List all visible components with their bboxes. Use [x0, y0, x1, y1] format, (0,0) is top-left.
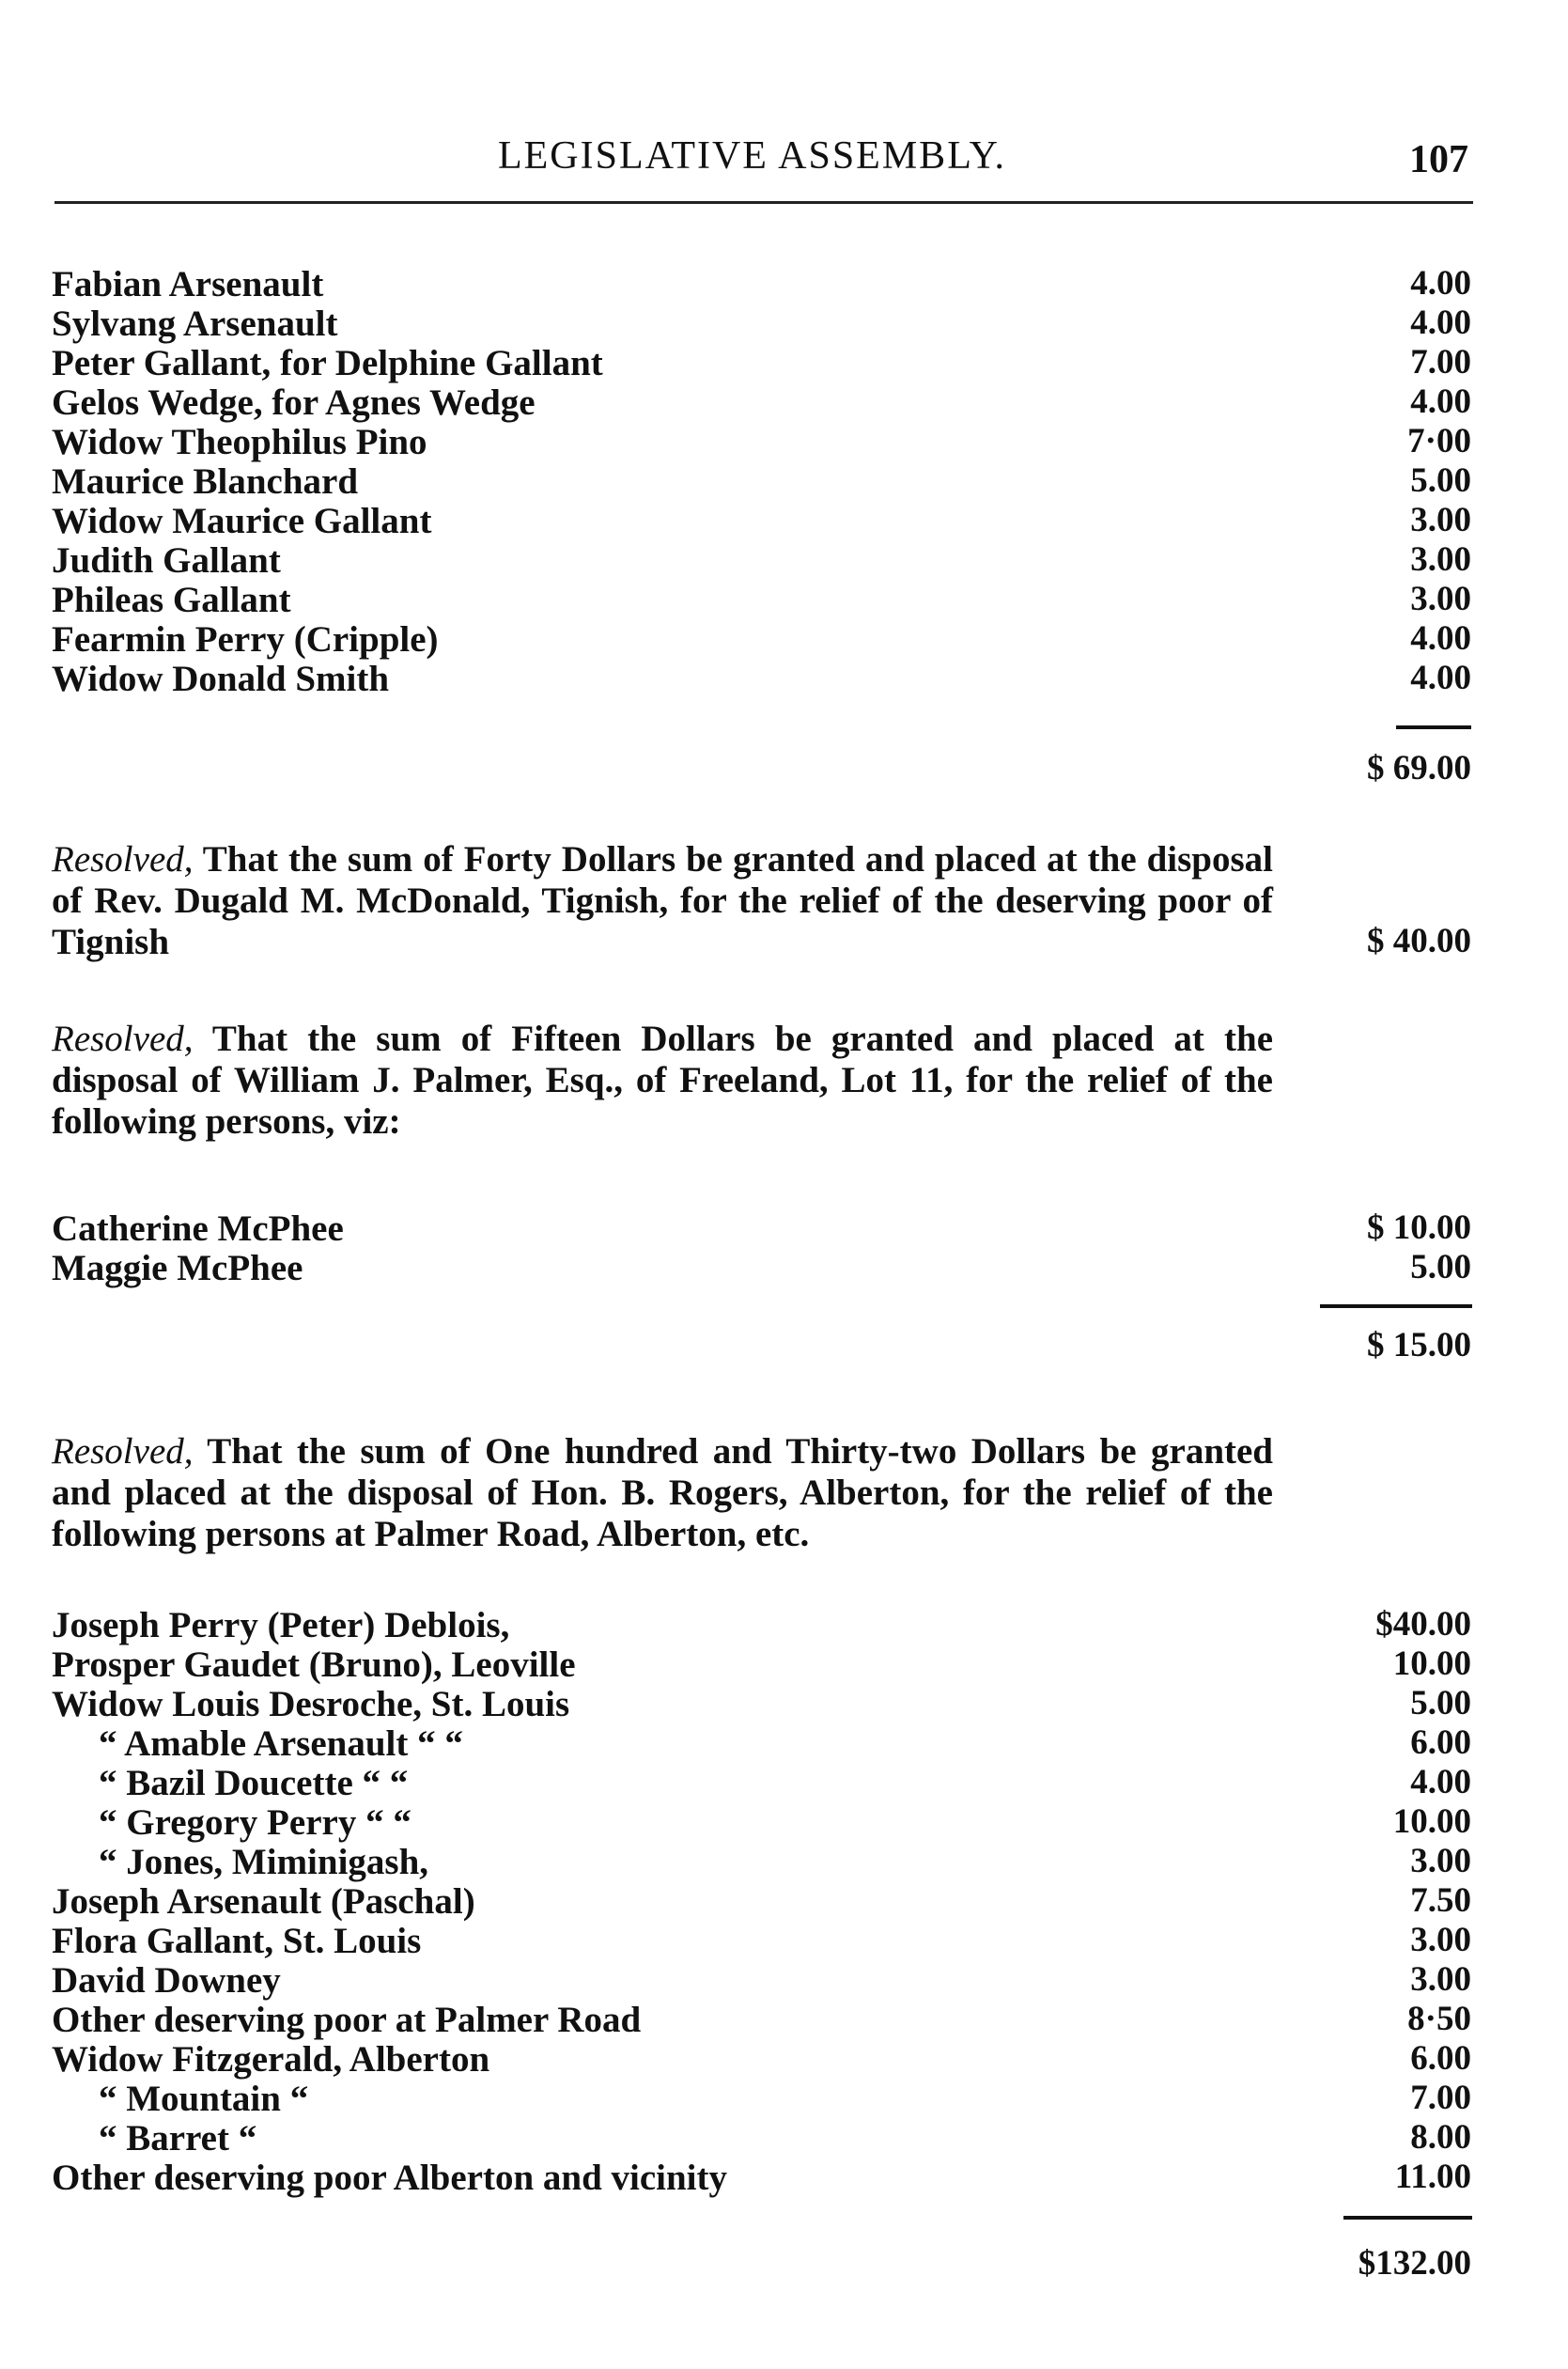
list-item — [0, 2157, 1568, 2198]
person-name: Judith Gallant — [52, 540, 281, 581]
list-item — [0, 1959, 1568, 2001]
list-item — [0, 1644, 1568, 1685]
amount: 5.00 — [1410, 1684, 1471, 1722]
amount: 7.00 — [1410, 343, 1471, 382]
resolution-paragraph — [52, 1431, 1273, 1555]
amount: 5.00 — [1410, 1248, 1471, 1286]
person-name: “ Mountain “ — [99, 2079, 309, 2119]
person-name: “ Barret “ — [99, 2118, 257, 2159]
amount: $ 10.00 — [1367, 1208, 1471, 1247]
amount: 4.00 — [1410, 264, 1471, 303]
person-name: Sylvang Arsenault — [52, 304, 338, 344]
sum-rule — [1396, 725, 1471, 729]
resolution4-total: $132.00 — [1358, 2244, 1471, 2283]
person-name: “ Jones, Miminigash, — [99, 1842, 429, 1882]
amount: 10.00 — [1392, 1644, 1471, 1683]
list-item — [0, 1920, 1568, 1961]
list-item — [0, 1762, 1568, 1803]
amount: 8.00 — [1410, 2118, 1471, 2157]
amount: 7.00 — [1410, 2079, 1471, 2117]
resolved-label: Resolved, — [52, 839, 194, 880]
header-rule — [54, 201, 1473, 204]
person-name: Gelos Wedge, for Agnes Wedge — [52, 382, 536, 423]
list-item — [0, 2038, 1568, 2080]
resolved-label: Resolved, — [52, 1431, 194, 1472]
list-item — [0, 1247, 1568, 1288]
resolved-label: Resolved, — [52, 1019, 194, 1059]
person-name: Joseph Perry (Peter) Deblois, — [52, 1605, 510, 1645]
section1-total: $ 69.00 — [1367, 749, 1471, 787]
amount: 11.00 — [1394, 2158, 1471, 2196]
amount: 6.00 — [1410, 2039, 1471, 2078]
person-name: Peter Gallant, for Delphine Gallant — [52, 343, 603, 383]
list-item — [0, 1999, 1568, 2040]
list-item — [0, 303, 1568, 344]
sum-rule — [1320, 1304, 1472, 1308]
person-name: Widow Donald Smith — [52, 659, 390, 699]
page-number: 107 — [1409, 138, 1468, 181]
amount: 7·00 — [1407, 422, 1471, 460]
list-item — [0, 382, 1568, 423]
list-item — [0, 500, 1568, 541]
list-item — [0, 1208, 1568, 1249]
person-name: Widow Theophilus Pino — [52, 422, 427, 462]
amount: 10.00 — [1392, 1802, 1471, 1841]
list-item — [0, 460, 1568, 502]
amount: 3.00 — [1410, 1960, 1471, 1999]
person-name: Catherine McPhee — [52, 1208, 344, 1249]
list-item — [0, 1841, 1568, 1882]
resolution-amount: $ 40.00 — [1367, 922, 1471, 960]
person-name: “ Gregory Perry “ “ — [99, 1802, 411, 1843]
person-name: “ Bazil Doucette “ “ — [99, 1763, 409, 1803]
person-name: Phileas Gallant — [52, 580, 291, 620]
sum-rule — [1343, 2216, 1472, 2220]
list-item — [0, 1880, 1568, 1922]
amount: 8·50 — [1407, 2000, 1471, 2038]
list-item — [0, 579, 1568, 620]
person-name: Prosper Gaudet (Bruno), Leoville — [52, 1644, 576, 1685]
list-item — [0, 618, 1568, 660]
amount: 7.50 — [1410, 1881, 1471, 1920]
amount: 3.00 — [1410, 1921, 1471, 1959]
amount: 6.00 — [1410, 1723, 1471, 1762]
amount: 4.00 — [1410, 619, 1471, 658]
person-name: “ Amable Arsenault “ “ — [99, 1723, 463, 1764]
resolution-paragraph — [52, 839, 1273, 963]
list-item — [0, 2078, 1568, 2119]
person-name: Fearmin Perry (Cripple) — [52, 619, 439, 660]
person-name: Widow Fitzgerald, Alberton — [52, 2039, 490, 2080]
page-title: LEGISLATIVE ASSEMBLY. — [498, 134, 1007, 178]
resolution-text: That the sum of Fifteen Dollars be granted and placed at the disposal of William J. Palmer, Esq., of Freeland, Lot 11, for the relief of the following persons, viz: — [52, 1019, 1274, 1142]
amount: 4.00 — [1410, 659, 1471, 697]
list-item — [0, 1683, 1568, 1724]
person-name: Other deserving poor Alberton and vicinity — [52, 2158, 728, 2198]
amount: 4.00 — [1410, 304, 1471, 342]
resolution-text: That the sum of One hundred and Thirty-two Dollars be granted and placed at the disposal of Hon. B. Rogers, Alberton, for the relief of the following persons at Palmer Road, Alberton, etc. — [52, 1431, 1273, 1554]
list-item — [0, 1604, 1568, 1645]
amount: $40.00 — [1375, 1605, 1471, 1644]
amount: 5.00 — [1410, 461, 1471, 500]
list-item — [0, 1722, 1568, 1764]
amount: 4.00 — [1410, 382, 1471, 421]
list-item — [0, 539, 1568, 581]
list-item — [0, 1801, 1568, 1843]
resolution3-total: $ 15.00 — [1367, 1326, 1471, 1364]
person-name: Maurice Blanchard — [52, 461, 359, 502]
list-item — [0, 342, 1568, 383]
list-item — [0, 658, 1568, 699]
amount: 3.00 — [1410, 540, 1471, 579]
person-name: Other deserving poor at Palmer Road — [52, 2000, 642, 2040]
amount: 3.00 — [1410, 1842, 1471, 1880]
person-name: David Downey — [52, 1960, 281, 2001]
resolution-paragraph — [52, 1019, 1273, 1143]
person-name: Fabian Arsenault — [52, 264, 324, 304]
person-name: Flora Gallant, St. Louis — [52, 1921, 422, 1961]
amount: 3.00 — [1410, 501, 1471, 539]
amount: 4.00 — [1410, 1763, 1471, 1801]
list-item — [0, 263, 1568, 304]
list-item — [0, 2117, 1568, 2159]
amount: 3.00 — [1410, 580, 1471, 618]
person-name: Joseph Arsenault (Paschal) — [52, 1881, 475, 1922]
person-name: Maggie McPhee — [52, 1248, 303, 1288]
resolution-text: That the sum of Forty Dollars be granted and placed at the disposal of Rev. Dugald M. McDonald, Tignish, for the relief of the deserving poor of Tignish — [52, 839, 1274, 962]
list-item — [0, 421, 1568, 462]
person-name: Widow Maurice Gallant — [52, 501, 432, 541]
person-name: Widow Louis Desroche, St. Louis — [52, 1684, 570, 1724]
